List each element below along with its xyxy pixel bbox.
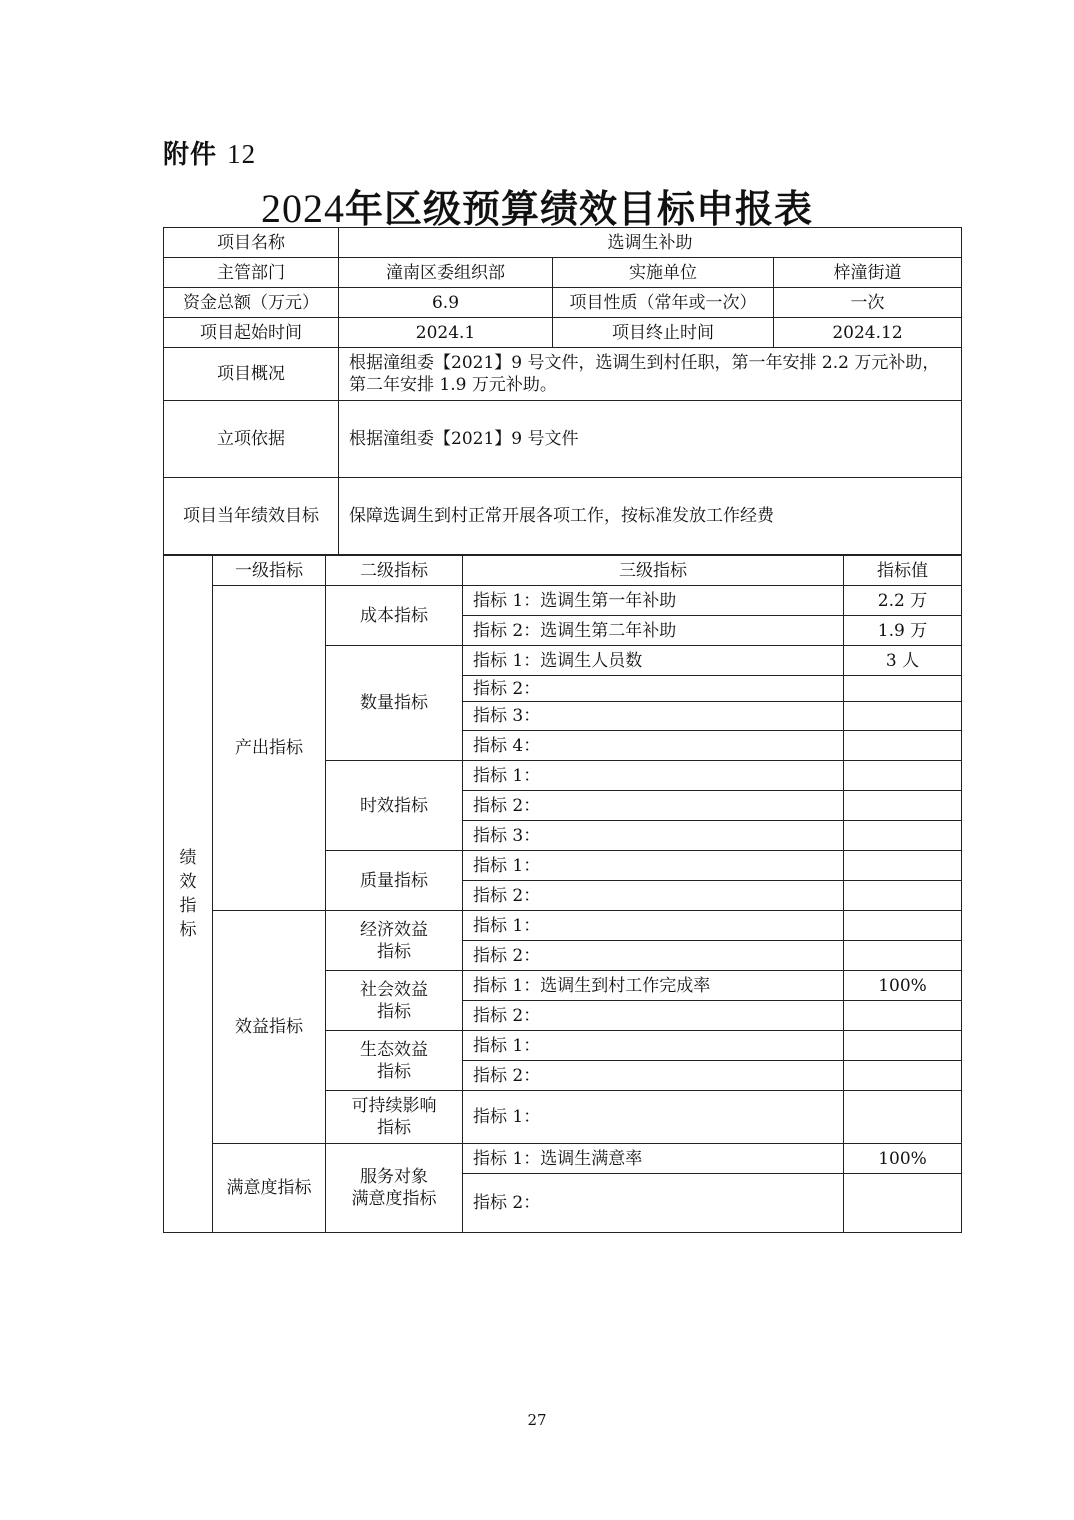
indicator-text: 指标 2： — [463, 676, 844, 702]
service-satisfaction-label: 服务对象 满意度指标 — [326, 1144, 463, 1233]
end-label: 项目终止时间 — [553, 318, 774, 348]
table-row — [164, 586, 962, 616]
cost-indicator-label: 成本指标 — [326, 586, 463, 646]
indicator-value — [844, 821, 962, 851]
indicator-text: 指标 2： — [463, 1174, 844, 1233]
table-row — [164, 1144, 962, 1174]
nature-label: 项目性质（常年或一次） — [553, 288, 774, 318]
indicator-text: 指标 1： — [463, 1031, 844, 1061]
indicator-text: 指标 2： — [463, 941, 844, 971]
benefit-indicator-label: 效益指标 — [213, 911, 326, 1144]
project-name-label: 项目名称 — [164, 228, 339, 258]
overview-label: 项目概况 — [164, 348, 339, 401]
indicator-text: 指标 4： — [463, 731, 844, 761]
start-value: 2024.1 — [339, 318, 553, 348]
attachment-label: 附件 12 — [163, 139, 257, 170]
dept-label: 主管部门 — [164, 258, 339, 288]
goal-value: 保障选调生到村正常开展各项工作，按标准发放工作经费 — [339, 478, 962, 555]
indicator-text: 指标 3： — [463, 702, 844, 731]
ecological-indicator-label: 生态效益 指标 — [326, 1031, 463, 1091]
header-level1: 一级指标 — [213, 556, 326, 586]
social-indicator-label: 社会效益 指标 — [326, 971, 463, 1031]
row-fund — [164, 288, 962, 318]
indicator-value: 1.9 万 — [844, 616, 962, 646]
start-label: 项目起始时间 — [164, 318, 339, 348]
page-title — [0, 178, 1074, 233]
indicator-text: 指标 2： — [463, 791, 844, 821]
goal-label: 项目当年绩效目标 — [164, 478, 339, 555]
indicator-value: 100% — [844, 971, 962, 1001]
indicator-text: 指标 2： — [463, 1061, 844, 1091]
sustainable-indicator-label: 可持续影响 指标 — [326, 1091, 463, 1144]
indicator-text: 指标 2： — [463, 881, 844, 911]
header-level2: 二级指标 — [326, 556, 463, 586]
header-value: 指标值 — [844, 556, 962, 586]
indicator-value — [844, 941, 962, 971]
indicator-value — [844, 1091, 962, 1144]
indicator-value — [844, 791, 962, 821]
fund-label: 资金总额（万元） — [164, 288, 339, 318]
row-basis — [164, 401, 962, 478]
indicator-value — [844, 851, 962, 881]
indicator-value: 100% — [844, 1144, 962, 1174]
indicator-value: 2.2 万 — [844, 586, 962, 616]
indicator-text: 指标 1： — [463, 1091, 844, 1144]
indicator-value — [844, 881, 962, 911]
indicator-value — [844, 761, 962, 791]
indicator-value — [844, 731, 962, 761]
economic-indicator-label: 经济效益 指标 — [326, 911, 463, 971]
indicator-text: 指标 1：选调生人员数 — [463, 646, 844, 676]
indicator-text: 指标 1：选调生满意率 — [463, 1144, 844, 1174]
indicator-value — [844, 676, 962, 702]
output-indicator-label: 产出指标 — [213, 586, 326, 911]
indicator-text: 指标 1： — [463, 761, 844, 791]
table-row — [164, 911, 962, 941]
satisfaction-indicator-label: 满意度指标 — [213, 1144, 326, 1233]
basis-value: 根据潼组委【2021】9 号文件 — [339, 401, 962, 478]
indicator-value — [844, 1061, 962, 1091]
indicator-value: 3 人 — [844, 646, 962, 676]
indicator-value — [844, 702, 962, 731]
attachment-number: 12 — [227, 139, 257, 169]
row-department — [164, 258, 962, 288]
dept-value: 潼南区委组织部 — [339, 258, 553, 288]
header-level3: 三级指标 — [463, 556, 844, 586]
indicator-text: 指标 1： — [463, 911, 844, 941]
basis-label: 立项依据 — [164, 401, 339, 478]
row-goal — [164, 478, 962, 555]
indicator-value — [844, 1001, 962, 1031]
indicator-text: 指标 1： — [463, 851, 844, 881]
indicator-text: 指标 1：选调生第一年补助 — [463, 586, 844, 616]
nature-value: 一次 — [774, 288, 962, 318]
timeliness-indicator-label: 时效指标 — [326, 761, 463, 851]
fund-value: 6.9 — [339, 288, 553, 318]
end-value: 2024.12 — [774, 318, 962, 348]
indicator-value — [844, 1174, 962, 1233]
row-overview — [164, 348, 962, 401]
project-name-value: 选调生补助 — [339, 228, 962, 258]
performance-side-label: 绩 效 指 标 — [164, 556, 213, 1233]
indicator-text: 指标 1：选调生到村工作完成率 — [463, 971, 844, 1001]
indicator-value — [844, 911, 962, 941]
impl-label: 实施单位 — [553, 258, 774, 288]
page-number: 27 — [527, 1411, 547, 1429]
overview-value: 根据潼组委【2021】9 号文件，选调生到村任职，第一年安排 2.2 万元补助，第二年安排 1.9 万元补助。 — [339, 348, 962, 401]
title-text: 年区级预算绩效目标申报表 — [344, 187, 813, 231]
quality-indicator-label: 质量指标 — [326, 851, 463, 911]
indicator-header-row — [164, 556, 962, 586]
project-info-table — [163, 227, 962, 555]
indicator-value — [844, 1031, 962, 1061]
row-time — [164, 318, 962, 348]
performance-indicator-table — [163, 555, 962, 1233]
indicator-text: 指标 3： — [463, 821, 844, 851]
row-project-name — [164, 228, 962, 258]
quantity-indicator-label: 数量指标 — [326, 646, 463, 761]
indicator-text: 指标 2： — [463, 1001, 844, 1031]
impl-value: 梓潼街道 — [774, 258, 962, 288]
title-year: 2024 — [260, 186, 345, 231]
indicator-text: 指标 2：选调生第二年补助 — [463, 616, 844, 646]
